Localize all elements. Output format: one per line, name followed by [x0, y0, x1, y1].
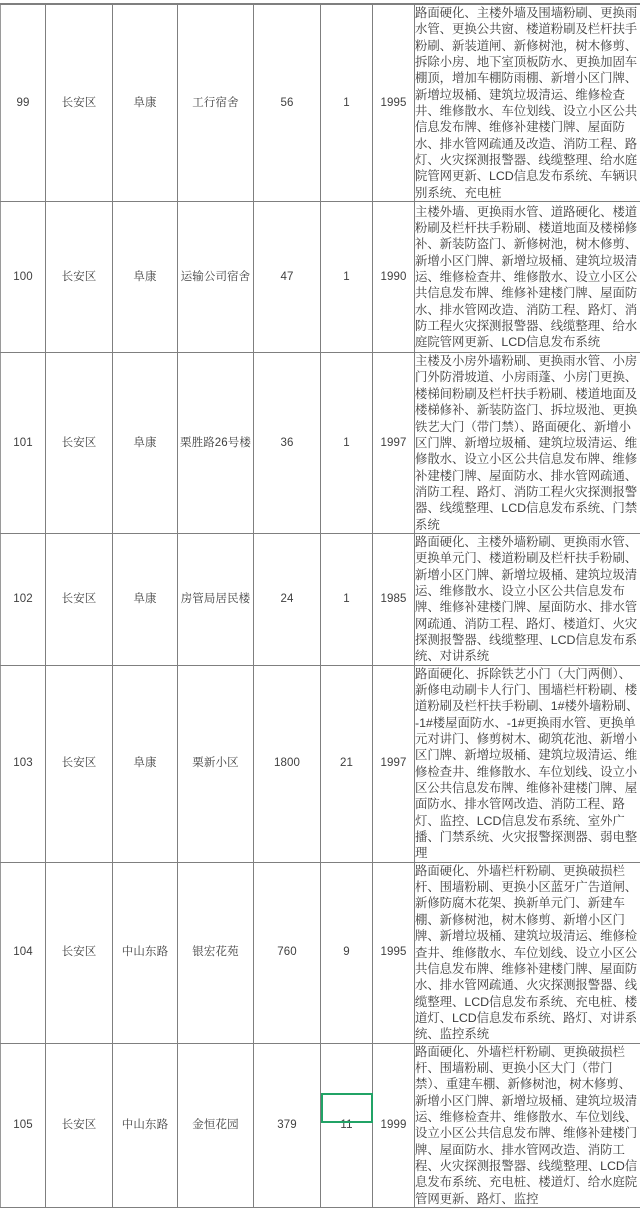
cell-houses[interactable]: 379 [254, 1043, 321, 1207]
cell-seq[interactable]: 101 [1, 353, 46, 534]
cell-year[interactable]: 1985 [373, 533, 415, 665]
cell-name[interactable]: 栗胜路26号楼 [178, 353, 254, 534]
cell-units[interactable]: 21 [321, 665, 373, 862]
cell-year[interactable]: 1995 [373, 5, 415, 202]
table-row[interactable] [1, 862, 640, 1043]
cell-street[interactable]: 阜康 [113, 665, 178, 862]
cell-seq[interactable]: 102 [1, 533, 46, 665]
cell-units[interactable]: 11 [321, 1043, 373, 1207]
cell-content[interactable]: 路面硬化、主楼外墙及围墙粉刷、更换雨水管、更换公共窗、楼道粉刷及栏杆扶手粉刷、新装道闸、新修树池，树木修剪、拆除小房、地下室顶板防水、更换加固车棚顶，增加车棚防雨棚、新增小区门牌、新增垃圾桶、建筑垃圾清运、维修检查井、维修散水、车位划线、设立小区公共信息发布牌、维修补建楼门牌、屋面防水、排水管网疏通及改造、消防工程、路灯、火灾探测报警器、线缆整理、给水庭院管网更新、LCD信息发布系统、车辆识别系统、充电桩 [415, 5, 640, 202]
cell-street[interactable]: 中山东路 [113, 1043, 178, 1207]
cell-name[interactable]: 银宏花苑 [178, 862, 254, 1043]
cell-street[interactable]: 阜康 [113, 5, 178, 202]
cell-district[interactable]: 长安区 [46, 202, 113, 353]
renovation-projects-table [0, 4, 640, 1208]
cell-units[interactable]: 9 [321, 862, 373, 1043]
table-row[interactable] [1, 353, 640, 534]
cell-district[interactable]: 长安区 [46, 665, 113, 862]
cell-content[interactable]: 主楼外墙、更换雨水管、道路硬化、楼道粉刷及栏杆扶手粉刷、楼道地面及楼梯修补、新装防盗门、新修树池，树木修剪、新增小区门牌、新增垃圾桶、建筑垃圾清运、维修检查井、维修散水、设立小区公共信息发布牌、维修补建楼门牌、屋面防水、排水管网改造、消防工程、路灯、消防工程火灾探测报警器、线缆整理、给水庭院管网更新、LCD信息发布系统 [415, 202, 640, 353]
cell-district[interactable]: 长安区 [46, 5, 113, 202]
cell-units[interactable]: 1 [321, 533, 373, 665]
table-row[interactable] [1, 1043, 640, 1207]
cell-name[interactable]: 栗新小区 [178, 665, 254, 862]
cell-houses[interactable]: 36 [254, 353, 321, 534]
cell-year[interactable]: 1997 [373, 665, 415, 862]
cell-seq[interactable]: 103 [1, 665, 46, 862]
table-row[interactable] [1, 202, 640, 353]
cell-houses[interactable]: 1800 [254, 665, 321, 862]
cell-houses[interactable]: 47 [254, 202, 321, 353]
cell-name[interactable]: 房管局居民楼 [178, 533, 254, 665]
table-row[interactable] [1, 665, 640, 862]
table-row[interactable] [1, 533, 640, 665]
cell-content[interactable]: 路面硬化、主楼外墙粉刷、更换雨水管、更换单元门、楼道粉刷及栏杆扶手粉刷、新增小区门牌、新增垃圾桶、建筑垃圾清运、维修散水、设立小区公共信息发布牌、维修补建楼门牌、屋面防水、排水管网疏通、消防工程、路灯、楼道灯、火灾探测报警器、线缆整理、LCD信息发布系统、对讲系统 [415, 533, 640, 665]
cell-seq[interactable]: 99 [1, 5, 46, 202]
cell-street[interactable]: 阜康 [113, 202, 178, 353]
cell-content[interactable]: 主楼及小房外墙粉刷、更换雨水管、小房门外防滑坡道、小房雨蓬、小房门更换、楼梯间粉刷及栏杆扶手粉刷、楼道地面及楼梯修补、新装防盗门、拆垃圾池、更换铁艺大门（带门禁）、路面硬化、新增小区门牌、新增垃圾桶、建筑垃圾清运、维修散水、设立小区公共信息发布牌、维修补建楼门牌、屋面防水、排水管网疏通、消防工程、路灯、消防工程火灾探测报警器、线缆整理、LCD信息发布系统、门禁系统 [415, 353, 640, 534]
cell-street[interactable]: 中山东路 [113, 862, 178, 1043]
cell-year[interactable]: 1990 [373, 202, 415, 353]
table-row[interactable] [1, 5, 640, 202]
cell-seq[interactable]: 104 [1, 862, 46, 1043]
cell-content[interactable]: 路面硬化、外墙栏杆粉刷、更换破损栏杆、围墙粉刷、更换小区大门（带门禁）、重建车棚、新修树池，树木修剪、新增小区门牌、新增垃圾桶、建筑垃圾清运、维修检查井、维修散水、车位划线、设立小区公共信息发布牌、维修补建楼门牌、屋面防水、排水管网改造、消防工程、火灾探测报警器、线缆整理、LCD信息发布系统、充电桩、楼道灯、给水庭院管网更新、路灯、监控 [415, 1043, 640, 1207]
cell-street[interactable]: 阜康 [113, 353, 178, 534]
cell-year[interactable]: 1997 [373, 353, 415, 534]
cell-houses[interactable]: 760 [254, 862, 321, 1043]
cell-units[interactable]: 1 [321, 202, 373, 353]
cell-units[interactable]: 1 [321, 5, 373, 202]
cell-content[interactable]: 路面硬化、拆除铁艺小门（大门两侧）、新修电动刷卡人行门、围墙栏杆粉刷、楼道粉刷及栏杆扶手粉刷、1#楼外墙粉刷、-1#楼屋面防水、-1#更换雨水管、更换单元对讲门、修剪树木、砌筑花池、新增小区门牌、新增垃圾桶、建筑垃圾清运、维修检查井、维修散水、车位划线、设立小区公共信息发布牌、维修补建楼门牌、屋面防水、排水管网改造、消防工程、路灯、监控、LCD信息发布系统、室外广播、门禁系统、火灾报警探测器、弱电整理 [415, 665, 640, 862]
cell-seq[interactable]: 105 [1, 1043, 46, 1207]
cell-name[interactable]: 运输公司宿舍 [178, 202, 254, 353]
cell-content[interactable]: 路面硬化、外墙栏杆粉刷、更换破损栏杆、围墙粉刷、更换小区蓝牙广告道闸、新修防腐木花架、换新单元门、新建车棚、新修树池，树木修剪、新增小区门牌、新增垃圾桶、建筑垃圾清运、维修检查井、维修散水、车位划线、设立小区公共信息发布牌、维修补建楼门牌、屋面防水、排水管网疏通、火灾探测报警器、线缆整理、LCD信息发布系统、充电桩、楼道灯、LCD信息发布系统、路灯、对讲系统、监控系统 [415, 862, 640, 1043]
cell-units[interactable]: 1 [321, 353, 373, 534]
cell-name[interactable]: 工行宿舍 [178, 5, 254, 202]
cell-district[interactable]: 长安区 [46, 1043, 113, 1207]
cell-street[interactable]: 阜康 [113, 533, 178, 665]
cell-houses[interactable]: 24 [254, 533, 321, 665]
cell-district[interactable]: 长安区 [46, 862, 113, 1043]
cell-name[interactable]: 金恒花园 [178, 1043, 254, 1207]
cell-district[interactable]: 长安区 [46, 533, 113, 665]
cell-year[interactable]: 1995 [373, 862, 415, 1043]
cell-year[interactable]: 1999 [373, 1043, 415, 1207]
cell-seq[interactable]: 100 [1, 202, 46, 353]
cell-district[interactable]: 长安区 [46, 353, 113, 534]
cell-houses[interactable]: 56 [254, 5, 321, 202]
